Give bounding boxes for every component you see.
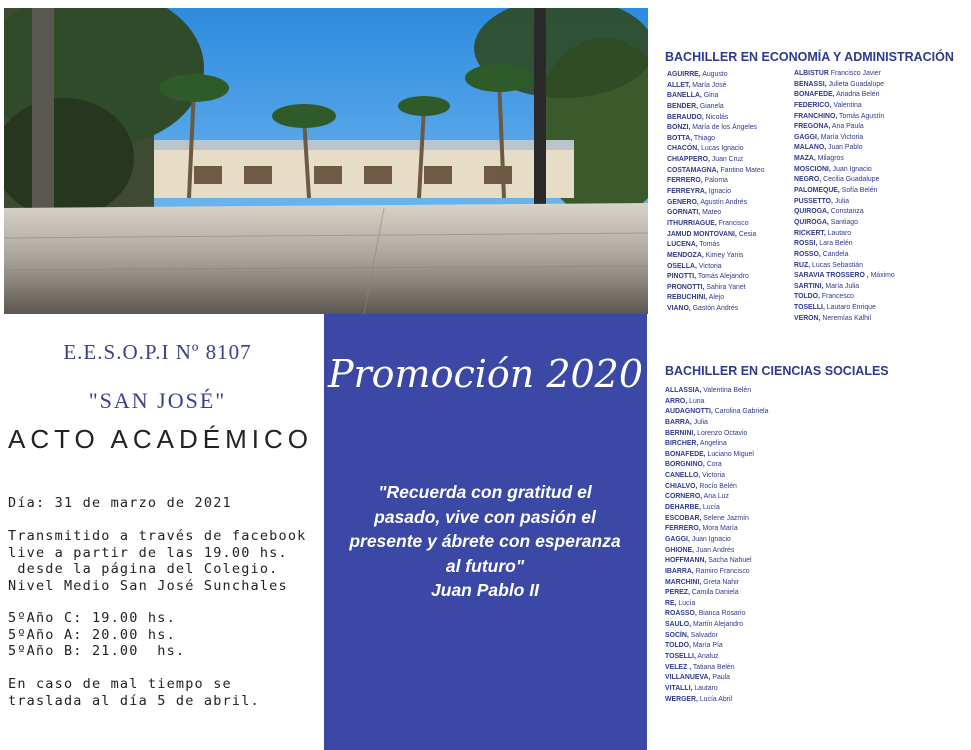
student-name: [665, 556, 768, 567]
promo-title: Promoción 2020: [327, 352, 644, 396]
student-surname: ALBISTUR: [794, 70, 829, 77]
student-name: [794, 122, 895, 133]
student-name: [667, 198, 765, 209]
student-surname: GENERO,: [667, 198, 699, 206]
student-name: [667, 262, 765, 273]
student-name: [665, 418, 768, 429]
student-given-name: Mateo: [700, 209, 722, 217]
student-name: [794, 154, 895, 165]
student-name: [665, 684, 768, 695]
student-given-name: Greta Nahir: [701, 578, 739, 586]
student-given-name: Juan Ignacio: [689, 535, 731, 543]
student-given-name: Neremías Kalhil: [820, 314, 871, 322]
student-surname: WERGER,: [665, 695, 698, 703]
student-surname: IBARRA,: [665, 567, 694, 575]
student-name: [667, 102, 765, 113]
broadcast-line-3: desde la página del Colegio.: [8, 561, 279, 577]
student-given-name: Francesco: [819, 293, 854, 301]
student-name: [665, 695, 768, 706]
section-title-economia: BACHILLER EN ECONOMÍA Y ADMINISTRACIÓN: [665, 50, 954, 64]
student-name: [665, 609, 768, 620]
student-name: [665, 492, 768, 503]
student-name: [667, 176, 765, 187]
student-given-name: Lorenzo Octavio: [695, 429, 748, 437]
student-surname: BONAFEDE,: [794, 91, 835, 99]
student-name: [794, 165, 895, 176]
student-given-name: Lucía: [676, 599, 696, 607]
student-surname: VERON,: [794, 314, 821, 322]
student-name: [667, 293, 765, 304]
student-given-name: Juan Cruz: [709, 156, 744, 164]
student-surname: CHIAPPERO,: [667, 156, 710, 164]
student-name: [667, 187, 765, 198]
student-name: [794, 207, 895, 218]
student-given-name: Lucía: [701, 504, 720, 512]
student-surname: DEHARBE,: [665, 504, 701, 512]
student-given-name: Lucas Sebastián: [810, 261, 863, 269]
student-name: [794, 292, 895, 303]
student-surname: GAGGI,: [794, 133, 819, 141]
weather-line-1: En caso de mal tiempo se: [8, 676, 232, 692]
student-surname: PALOMEQUE,: [794, 187, 840, 195]
broadcast-line-2: live a partir de las 19.00 hs.: [8, 544, 288, 561]
student-surname: BENASSI,: [794, 80, 827, 88]
student-surname: PEREZ,: [665, 589, 690, 597]
student-surname: QUIROGA,: [794, 218, 829, 226]
student-surname: BORGNINO,: [665, 461, 705, 469]
student-given-name: Tomás Agustín: [837, 112, 885, 120]
student-name: [667, 81, 765, 92]
student-name: [665, 641, 768, 652]
student-given-name: Sacha Nahuel: [706, 557, 752, 565]
student-given-name: Nicolás: [703, 113, 729, 121]
student-given-name: Juan Ignacio: [830, 165, 872, 173]
student-given-name: Lautaro: [825, 229, 852, 237]
student-given-name: Tatiana Belén: [691, 663, 735, 671]
student-given-name: Ramiro Francisco: [693, 567, 750, 575]
student-surname: MOSCIONI,: [794, 165, 831, 173]
quote-line: "Recuerda con gratitud el: [378, 482, 592, 502]
student-surname: AGUIRRE,: [667, 71, 701, 78]
student-surname: RE,: [665, 599, 677, 607]
student-given-name: Santiago: [828, 218, 858, 226]
student-surname: MAZA,: [794, 155, 816, 163]
student-name: [667, 304, 765, 315]
schedule-line-3: 5ºAño B: 21.00 hs.: [8, 643, 186, 659]
student-given-name: Gina: [701, 92, 719, 100]
student-name: [794, 314, 895, 325]
student-given-name: Cora: [704, 461, 722, 469]
student-given-name: Analuz: [695, 653, 719, 661]
student-given-name: Gastón Andrés: [690, 305, 739, 313]
student-surname: VITALLI,: [665, 684, 693, 692]
student-name: [667, 155, 765, 166]
student-name: [794, 186, 895, 197]
student-name: [665, 631, 768, 642]
student-given-name: Fantino Mateo: [718, 166, 765, 174]
student-given-name: Luna: [687, 397, 705, 405]
student-name: [665, 652, 768, 663]
student-surname: BENDER,: [667, 102, 699, 110]
student-surname: SOCÍN,: [665, 631, 689, 639]
student-given-name: Lucía Abril: [697, 695, 733, 703]
student-surname: FEDERICO,: [794, 101, 832, 109]
student-name: [665, 407, 768, 418]
student-surname: GAGGI,: [665, 535, 690, 543]
student-surname: BANELLA,: [667, 92, 702, 100]
student-given-name: Julieta Guadalupe: [826, 80, 885, 88]
student-surname: BIRCHER,: [665, 440, 699, 448]
student-given-name: Carolina Gabriela: [712, 408, 769, 416]
student-given-name: Bianca Rosario: [696, 610, 746, 618]
student-surname: ALLASSIA,: [665, 387, 702, 394]
student-surname: MENDOZA,: [667, 251, 704, 259]
quote: [340, 480, 630, 603]
student-surname: RICKERT,: [794, 229, 826, 237]
student-given-name: Selene Jazmín: [701, 514, 749, 522]
student-given-name: Ana Paula: [830, 123, 864, 131]
student-given-name: Luciano Miguel: [705, 450, 754, 458]
student-surname: VIANO,: [667, 305, 691, 313]
student-given-name: María Pía: [690, 642, 723, 650]
student-surname: LUCENA,: [667, 241, 698, 249]
student-surname: ESCOBAR,: [665, 514, 702, 522]
student-name: [667, 134, 765, 145]
economia-names-col2: [794, 69, 895, 324]
student-given-name: Constanza: [828, 208, 864, 216]
student-name: [665, 429, 768, 440]
student-surname: VILLANUEVA,: [665, 674, 711, 682]
student-name: [665, 588, 768, 599]
student-name: [665, 439, 768, 450]
student-name: [665, 514, 768, 525]
student-given-name: Martín Alejandro: [691, 621, 744, 629]
student-surname: CHACÓN,: [667, 145, 700, 153]
student-surname: QUIROGA,: [794, 208, 829, 216]
student-surname: ITHURRIAGUE,: [667, 219, 717, 227]
student-given-name: Lautaro Enrique: [824, 304, 876, 312]
student-given-name: Camila Daniela: [689, 589, 739, 597]
student-name: [794, 90, 895, 101]
schedule-line-1: 5ºAño C: 19.00 hs.: [8, 610, 176, 626]
student-name: [665, 535, 768, 546]
student-given-name: Máximo: [868, 272, 895, 280]
student-name: [665, 397, 768, 408]
student-surname: TOSELLI,: [665, 653, 696, 661]
student-name: [667, 230, 765, 241]
student-surname: GHIONE,: [665, 546, 695, 554]
student-given-name: Ignacio: [706, 188, 731, 196]
student-name: [667, 166, 765, 177]
student-name: [665, 567, 768, 578]
student-name: [794, 282, 895, 293]
student-given-name: Candela: [820, 250, 849, 258]
student-given-name: Mora María: [700, 525, 738, 533]
student-surname: MARCHINI,: [665, 578, 702, 586]
quote-line: presente y ábrete con esperanza: [349, 531, 621, 551]
student-surname: ROASSO,: [665, 610, 697, 618]
student-given-name: Augusto: [700, 71, 728, 78]
student-name: [667, 208, 765, 219]
student-given-name: Lara Belén: [817, 240, 853, 248]
student-given-name: Angelina: [698, 440, 727, 448]
student-surname: ROSSI,: [794, 240, 818, 248]
student-surname: GORNATI,: [667, 209, 701, 217]
student-name: [794, 101, 895, 112]
student-surname: ALLET,: [667, 81, 691, 89]
student-name: [667, 70, 765, 81]
courtyard-image: [4, 8, 648, 314]
student-given-name: Juan Andrés: [694, 546, 735, 554]
student-given-name: Julia: [691, 418, 708, 426]
student-name: [667, 240, 765, 251]
student-name: [665, 471, 768, 482]
student-name: [665, 663, 768, 674]
broadcast-line-4: Nivel Medio San José Sunchales: [8, 577, 288, 594]
student-surname: BERNINI,: [665, 429, 696, 437]
student-name: [794, 133, 895, 144]
student-surname: BERAUDO,: [667, 113, 704, 121]
student-name: [794, 112, 895, 123]
student-given-name: María Julia: [823, 282, 860, 290]
student-name: [667, 123, 765, 134]
weather-line-2: traslada al día 5 de abril.: [8, 692, 260, 709]
student-given-name: María de los Ángeles: [690, 124, 758, 132]
student-surname: AUDAGNOTTI,: [665, 408, 713, 416]
student-given-name: Tomás: [697, 241, 720, 249]
student-surname: ROSSO,: [794, 250, 821, 258]
quote-author: Juan Pablo II: [431, 580, 539, 600]
student-given-name: María José: [690, 81, 727, 89]
student-name: [665, 482, 768, 493]
student-given-name: Julia: [832, 197, 850, 205]
student-given-name: Ana Luz: [702, 493, 729, 501]
school-name: "SAN JOSÉ": [88, 388, 227, 413]
student-name: [794, 218, 895, 229]
student-name: [794, 197, 895, 208]
student-given-name: Kimey Yanis: [703, 251, 744, 259]
student-surname: TOLDO,: [665, 642, 691, 650]
student-surname: MALANO,: [794, 144, 827, 152]
student-given-name: Cesia: [736, 230, 757, 238]
student-given-name: Sofía Belén: [839, 187, 878, 195]
broadcast-line-1: Transmitido a través de facebook: [8, 528, 307, 544]
student-surname: COSTAMAGNA,: [667, 166, 719, 174]
student-surname: FREGONA,: [794, 123, 831, 131]
student-surname: TOLDO,: [794, 293, 820, 301]
quote-line: pasado, vive con pasión el: [374, 506, 596, 527]
student-given-name: Tomás Alejandro: [696, 273, 749, 281]
student-name: [794, 80, 895, 91]
student-given-name: Paloma: [702, 177, 728, 185]
student-given-name: María Victoria: [818, 133, 864, 141]
student-surname: RUZ,: [794, 261, 811, 269]
student-given-name: Sahira Yanet: [704, 283, 746, 291]
student-name: [665, 386, 768, 397]
student-surname: BARRA,: [665, 418, 692, 426]
student-name: [665, 503, 768, 514]
student-surname: BOTTA,: [667, 134, 693, 142]
student-given-name: Agustín Andrés: [698, 198, 748, 206]
student-name: [794, 69, 895, 80]
student-name: [667, 283, 765, 294]
student-name: [794, 261, 895, 272]
student-surname: FERREYRA,: [667, 188, 707, 196]
student-surname: SAULO,: [665, 621, 692, 629]
student-name: [665, 673, 768, 684]
student-name: [794, 250, 895, 261]
school-code: E.E.S.O.P.I Nº 8107: [63, 340, 252, 364]
quote-line: al futuro": [445, 555, 525, 576]
economia-names-col1: [667, 70, 765, 315]
student-name: [665, 524, 768, 535]
student-given-name: Rocío Belén: [697, 482, 737, 490]
student-given-name: Cecilia Guadalupe: [821, 176, 880, 184]
student-name: [794, 143, 895, 154]
student-given-name: Alejo: [707, 294, 725, 302]
student-surname: FERRERO,: [665, 525, 701, 533]
student-name: [665, 450, 768, 461]
student-surname: FERRERO,: [667, 177, 703, 185]
student-surname: NEGRO,: [794, 176, 822, 184]
student-name: [794, 229, 895, 240]
student-surname: REBUCHINI,: [667, 294, 708, 302]
student-surname: ARRO,: [665, 397, 688, 405]
student-name: [667, 113, 765, 124]
student-name: [794, 303, 895, 314]
student-given-name: Francisco Javier: [828, 70, 881, 77]
student-given-name: Paula: [710, 674, 730, 682]
student-given-name: Ariadna Belén: [834, 91, 880, 99]
student-name: [794, 239, 895, 250]
student-given-name: Valentina: [831, 101, 862, 109]
student-given-name: Milagros: [815, 155, 844, 163]
student-surname: TOSELLI,: [794, 304, 825, 312]
student-name: [665, 578, 768, 589]
student-surname: CORNERO,: [665, 493, 703, 501]
student-name: [667, 219, 765, 230]
sociales-names-col1: [665, 386, 768, 705]
student-surname: BONZI,: [667, 124, 691, 132]
event-date: Día: 31 de marzo de 2021: [8, 495, 232, 511]
student-name: [665, 620, 768, 631]
student-surname: CHIALVO,: [665, 482, 698, 490]
student-name: [667, 272, 765, 283]
student-name: [665, 599, 768, 610]
student-surname: PRONOTTI,: [667, 283, 705, 291]
student-given-name: Gianela: [698, 102, 724, 110]
student-surname: PUSSETTO,: [794, 197, 833, 205]
student-name: [794, 175, 895, 186]
student-given-name: Valentina Belén: [701, 387, 752, 394]
event-title: ACTO ACADÉMICO: [8, 424, 314, 454]
school-courtyard-photo: [4, 8, 648, 314]
student-given-name: Francisco: [716, 219, 749, 227]
student-surname: VELEZ ,: [665, 663, 692, 671]
student-name: [667, 144, 765, 155]
schedule-line-2: 5ºAño A: 20.00 hs.: [8, 626, 176, 643]
student-given-name: Lucas Ignacio: [699, 145, 744, 153]
student-given-name: Victoria: [700, 472, 725, 480]
student-surname: CANELLO,: [665, 472, 701, 480]
student-surname: FRANCHINO,: [794, 112, 838, 120]
student-given-name: Lautaro: [692, 684, 718, 692]
student-name: [665, 546, 768, 557]
student-name: [667, 251, 765, 262]
student-name: [667, 91, 765, 102]
student-surname: SARAVIA TROSSERO ,: [794, 272, 869, 280]
student-surname: SARTINI,: [794, 282, 824, 290]
student-surname: BONAFEDE,: [665, 450, 706, 458]
student-surname: PINOTTI,: [667, 273, 697, 281]
student-surname: HOFFMANN,: [665, 557, 707, 565]
student-given-name: Juan Pablo: [826, 144, 863, 152]
student-given-name: Thiago: [692, 134, 715, 142]
section-title-sociales: BACHILLER EN CIENCIAS SOCIALES: [665, 364, 889, 378]
student-given-name: Salvador: [688, 631, 718, 639]
student-surname: OSELLA,: [667, 262, 697, 270]
student-given-name: Victoria: [696, 262, 722, 270]
student-name: [665, 460, 768, 471]
student-surname: JAMUD MONTOVANI,: [667, 230, 737, 238]
student-name: [794, 271, 895, 282]
